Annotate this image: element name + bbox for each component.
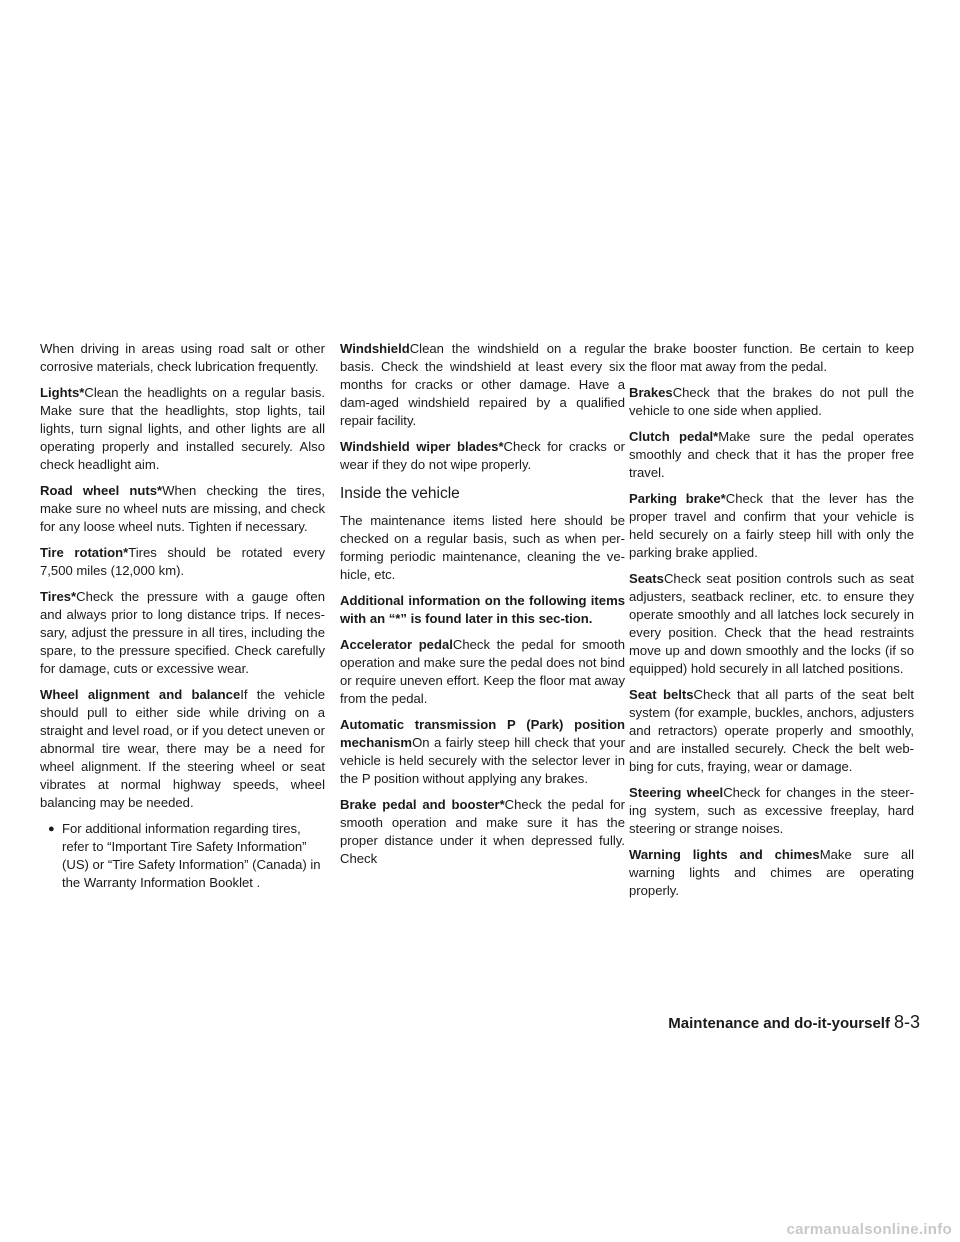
text-column-2	[340, 340, 625, 876]
item-term: Tires*	[40, 589, 77, 604]
item-accelerator-pedal	[340, 636, 625, 708]
footer-section-title: Maintenance and do-it-yourself	[668, 1015, 890, 1032]
item-text: Make sure the pedal operates smoothly and check that it has the proper free travel.	[629, 429, 914, 480]
item-clutch-pedal	[629, 428, 914, 482]
item-automatic-transmission	[340, 716, 625, 788]
item-text: When checking the tires, make sure no wheel nuts are missing, and check for any loose wheel nuts. Tighten if necessary.	[40, 483, 325, 534]
item-term: Wheel alignment and balance	[40, 687, 241, 702]
bullet-item-tire-info	[40, 820, 325, 892]
item-term: Windshield	[340, 341, 410, 356]
text-column-3	[629, 340, 914, 908]
section-heading-inside-vehicle: Inside the vehicle	[340, 485, 460, 502]
item-tire-rotation	[40, 544, 325, 580]
item-parking-brake	[629, 490, 914, 562]
item-term: Tire rotation*	[40, 545, 129, 560]
item-text: Clean the headlights on a regular basis. Make sure that the headlights, stop lights, tail lights, turn signal lights, and other lights are all operating properly and installed securely. Also check headlight aim.	[40, 385, 325, 472]
item-text: If the vehicle should pull to either side while driving on a straight and level road, or if you detect uneven or abnormal tire wear, there may be a need for wheel alignment. If the steering wheel or seat vibrates at normal highway speeds, wheel balancing may be needed.	[40, 687, 325, 810]
section-intro: The maintenance items listed here should be checked on a regular basis, such as when per-forming periodic maintenance, cleaning the ve-hicle, etc.	[340, 513, 625, 582]
bullet-icon: ●	[48, 823, 55, 835]
item-wheel-alignment	[40, 686, 325, 812]
item-term: Brake pedal and booster*	[340, 797, 505, 812]
page-number: 8-3	[893, 1012, 920, 1032]
item-term: Windshield wiper blades*	[340, 439, 504, 454]
item-term: Seat belts	[629, 687, 694, 702]
item-tires	[40, 588, 325, 678]
item-term: Brakes	[629, 385, 673, 400]
text-column-1	[40, 340, 325, 900]
item-windshield-wiper-blades	[340, 438, 625, 474]
additional-info-note: Additional information on the following items with an “*” is found later in this sec-tion.	[340, 593, 625, 626]
continuation-paragraph: the brake booster function. Be certain to keep the floor mat away from the pedal.	[629, 341, 914, 374]
item-term: Lights*	[40, 385, 85, 400]
item-brakes	[629, 384, 914, 420]
page-footer	[668, 1012, 920, 1033]
item-text: Check that the lever has the proper travel and confirm that your vehicle is held securely on a fairly steep hill with only the parking brake applied.	[629, 491, 914, 560]
item-term: Accelerator pedal	[340, 637, 453, 652]
item-term: Seats	[629, 571, 664, 586]
item-text: Check that all parts of the seat belt system (for example, buckles, anchors, adjusters and retractors) operate properly and smoothly, and are installed securely. Check the belt web-bing for cuts, fraying, wear or damage.	[629, 687, 914, 774]
item-text: Clean the windshield on a regular basis. Check the windshield at least every six months for cracks or other damage. Have a dam-aged windshield repaired by a qualified repair facility.	[340, 341, 625, 428]
item-text: Check for changes in the steer-ing system, such as excessive freeplay, hard steering or strange noises.	[629, 785, 914, 836]
item-term: Steering wheel	[629, 785, 724, 800]
item-text: Tires should be rotated every 7,500 miles (12,000 km).	[40, 545, 326, 578]
item-steering-wheel	[629, 784, 914, 838]
item-term: Clutch pedal*	[629, 429, 719, 444]
item-warning-lights	[629, 846, 914, 900]
item-windshield	[340, 340, 625, 430]
item-seats	[629, 570, 914, 678]
watermark: carmanualsonline.info	[786, 1221, 952, 1238]
item-text: Check that the brakes do not pull the vehicle to one side when applied.	[629, 385, 914, 418]
item-text: Make sure all warning lights and chimes are operating properly.	[629, 847, 914, 898]
item-text: Check seat position controls such as seat adjusters, seatback recliner, etc. to ensure they operate smoothly and all latches lock securely in every position. Check that the head restraints move up and down smoothly and the locks (if so equipped) hold securely in all latched positions.	[629, 571, 914, 676]
item-text: Check the pedal for smooth operation and make sure the pedal does not bind or require uneven effort. Keep the floor mat away from the pedal.	[340, 637, 626, 706]
item-text: Check the pedal for smooth operation and make sure it has the proper distance under it when depressed fully. Check	[340, 797, 625, 866]
bullet-text: For additional information regarding tires, refer to “Important Tire Safety Information” (US) or “Tire Safety Information” (Canada) in the Warranty Information Booklet .	[62, 821, 321, 890]
item-lights	[40, 384, 325, 474]
item-term: Parking brake*	[629, 491, 726, 506]
item-text: Check for cracks or wear if they do not wipe properly.	[340, 439, 625, 472]
item-term: Road wheel nuts*	[40, 483, 163, 498]
item-brake-pedal-booster	[340, 796, 625, 868]
item-text: Check the pressure with a gauge often and always prior to long distance trips. If neces-sary, adjust the pressure in all tires, including the spare, to the pressure specified. Check carefully for damage, cuts or excessive wear.	[40, 589, 325, 676]
intro-paragraph: When driving in areas using road salt or other corrosive materials, check lubrication frequently.	[40, 341, 325, 374]
item-term: Automatic transmission P (Park) position mechanism	[340, 717, 625, 750]
item-road-wheel-nuts	[40, 482, 325, 536]
item-term: Warning lights and chimes	[629, 847, 820, 862]
item-text: On a fairly steep hill check that your vehicle is held securely with the selector lever in the P position without applying any brakes.	[340, 735, 625, 786]
item-seat-belts	[629, 686, 914, 776]
